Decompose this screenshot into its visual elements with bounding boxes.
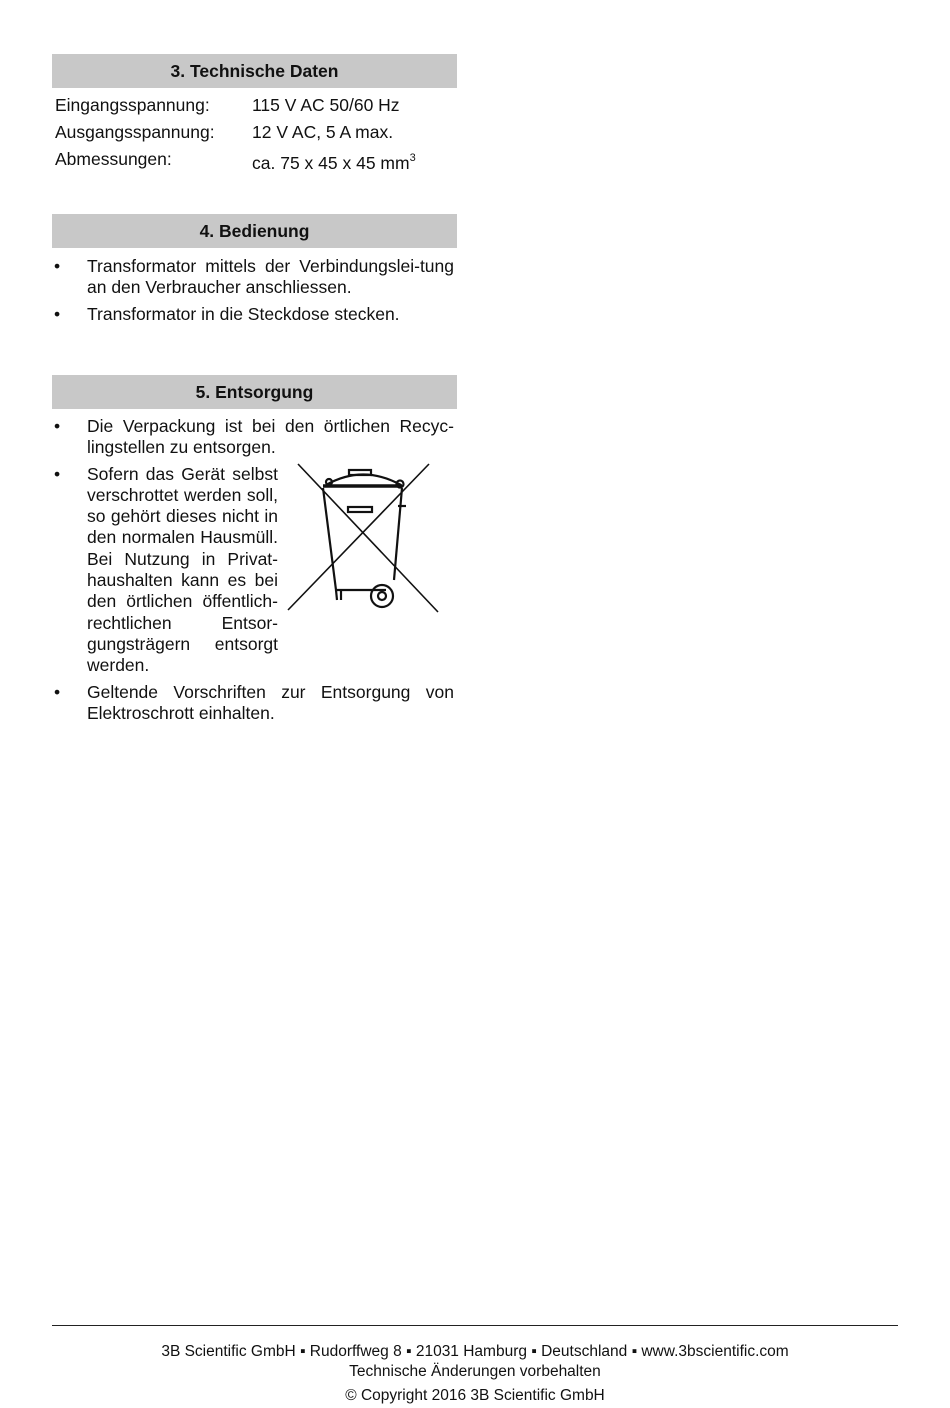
operation-list [52, 256, 454, 325]
spec-label: Ausgangsspannung: [55, 122, 215, 142]
dimensions-exponent: 3 [409, 152, 416, 164]
footer-address: 3B Scientific GmbH ▪ Rudorffweg 8 ▪ 21031 Hamburg ▪ Deutschland ▪ www.3bscientific.com [161, 1343, 789, 1360]
bullet-icon: • [54, 256, 61, 276]
spec-value: 12 V AC, 5 A max. [252, 122, 394, 142]
footer-notice: Technische Änderungen vorbehalten [349, 1363, 601, 1380]
list-item [52, 256, 454, 299]
spec-value: 115 V AC 50/60 Hz [252, 95, 400, 115]
disposal-item-1: Die Verpackung ist bei den örtlichen Recyc-lingstellen zu entsorgen. [87, 416, 454, 458]
spec-label: Abmessungen: [55, 149, 172, 169]
bullet-icon: • [54, 416, 61, 436]
section-header-technical-data: 3. Technische Daten [52, 54, 457, 88]
disposal-item-2: Sofern das Gerät selbst verschrottet werden soll, so gehört dieses nicht in den normalen Hausmüll. Bei Nutzung in Privat-haushalten kann es bei den örtlichen öffentlich-rechtlichen Entsor-gungsträgern entsorgt werden. [87, 463, 278, 676]
dimensions-value: ca. 75 x 45 x 45 mm [252, 152, 410, 173]
list-item [52, 682, 454, 725]
operation-step-1: Transformator mittels der Verbindungslei-tung an den Verbraucher anschliessen. [87, 256, 454, 298]
footer-copyright: © Copyright 2016 3B Scientific GmbH [345, 1387, 605, 1404]
section-header-disposal: 5. Entsorgung [52, 375, 457, 409]
disposal-item-3: Geltende Vorschriften zur Entsorgung von Elektroschrott einhalten. [87, 681, 454, 723]
bullet-icon: • [54, 463, 61, 484]
footer-divider [52, 1325, 898, 1326]
spec-label: Eingangsspannung: [55, 95, 210, 115]
bullet-icon: • [54, 303, 61, 324]
list-item [52, 304, 454, 325]
operation-step-2: Transformator in die Steckdose stecken. [87, 303, 400, 324]
crossed-out-wheelie-bin-icon [286, 462, 440, 614]
spec-value [252, 147, 416, 175]
list-item [52, 416, 454, 459]
section-header-operation: 4. Bedienung [52, 214, 457, 248]
bullet-icon: • [54, 681, 61, 702]
